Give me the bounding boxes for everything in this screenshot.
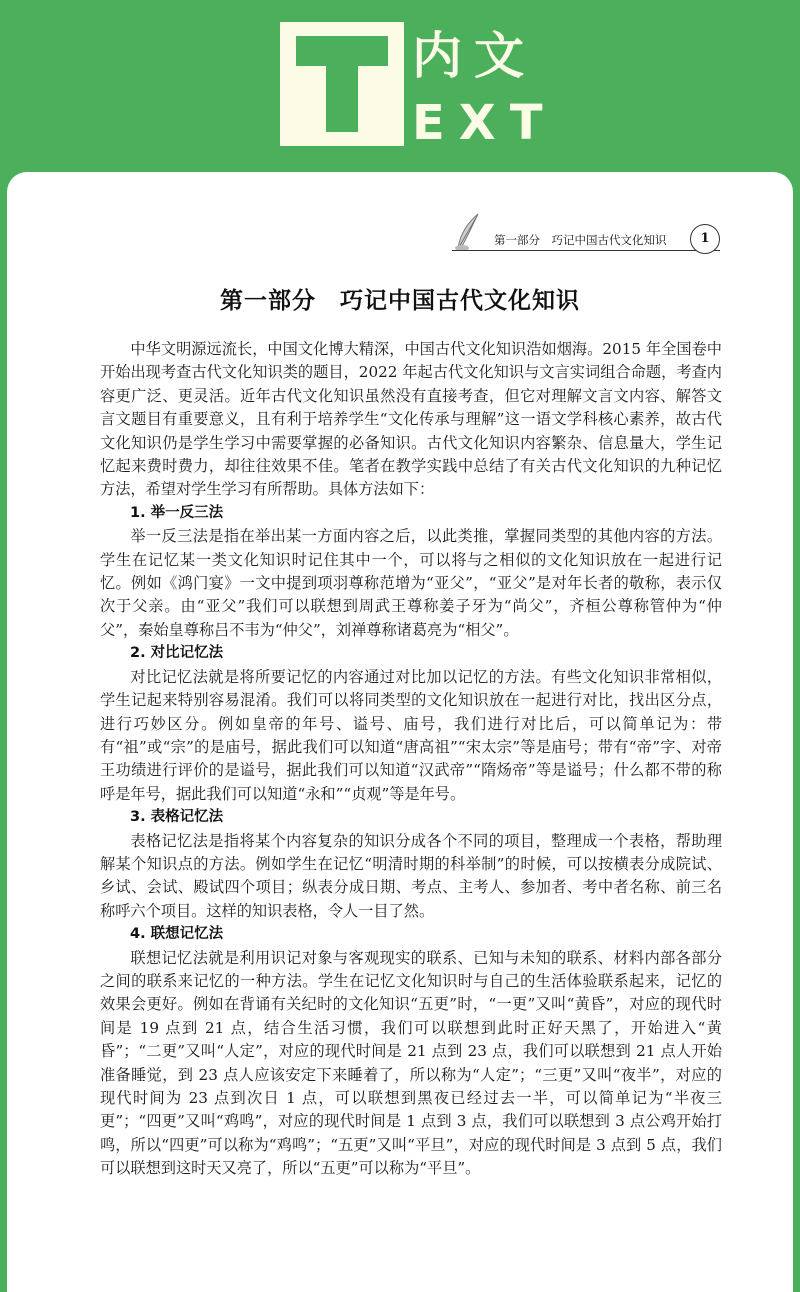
section-heading: 4. 联想记忆法 (130, 926, 224, 943)
section-heading: 2. 对比记忆法 (130, 645, 224, 662)
section-heading: 1. 举一反三法 (130, 504, 224, 521)
section-paragraph: 表格记忆法是指将某个内容复杂的知识分成各个不同的项目，整理成一个表格，帮助理解某个知识点的方法。例如学生在记忆“明清时期的科举制”的时候，可以按横表分成院试、乡试、会试、殿试四个项目；纵表分成日期、考点、主考人、参加者、考中者名称、前三名称呼六个项目。这样的知识表格，令人一目了然。 (100, 831, 722, 920)
banner (0, 0, 800, 180)
banner-label-en: EXT (412, 95, 557, 151)
page-number: 1 (690, 224, 720, 254)
banner-label-cn: 内文 (412, 27, 536, 85)
article-body (100, 338, 722, 1181)
section-paragraph: 联想记忆法就是利用识记对象与客观现实的联系、已知与未知的联系、材料内部各部分之间的联系来记忆的一种方法。学生在记忆文化知识时与自己的生活体验联系起来，记忆的效果会更好。例如在背诵有关纪时的文化知识“五更”时，“一更”又叫“黄昏”，对应的现代时间是 19 点到 21 点，结合生活习惯，我们可以联想到此时正好天黑了，开始进入“黄昏”；“二更”又叫“人定”，对应的现代时间是 21 点到 23 点，我们可以联想到 21 点人开始准备睡觉，到 23 点人应该安定下来睡着了，所以称为“人定”；“三更”又叫“夜半”，对应的现代时间为 23 点到次日 1 点，可以联想到黑夜已经过去一半，可以简单记为“半夜三更”；“四更”又叫“鸡鸣”，对应的现代时间是 1 点到 3 点，我们可以联想到 3 点公鸡开始打鸣，所以“四更”可以称为“鸡鸣”；“五更”又叫“平旦”，对应的现代时间是 3 点到 5 点，我们可以联想到这时天又亮了，所以“五更”可以称为“平旦”。 (100, 948, 722, 1178)
running-title: 第一部分 巧记中国古代文化知识 (494, 233, 667, 247)
section-heading: 3. 表格记忆法 (130, 809, 224, 826)
intro-paragraph: 中华文明源远流长，中国文化博大精深，中国古代文化知识浩如烟海。2015 年全国卷中开始出现考查古代文化知识类的题目，2022 年起古代文化知识与文言实词组合命题，考查内容更广泛、更灵活。近年古代文化知识虽然没有直接考查，但它对理解文言文内容、解答文言文题目有重要意义，且有利于培养学生“文化传承与理解”这一语文学科核心素养，故古代文化知识仍是学生学习中需要掌握的必备知识。古代文化知识内容繁杂、信息量大，学生记忆起来费时费力，却往往效果不佳。笔者在教学实践中总结了有关古代文化知识的九种记忆方法，希望对学生学习有所帮助。具体方法如下： (100, 340, 722, 499)
running-header (450, 212, 725, 256)
logo-t-icon (280, 22, 404, 146)
header-rule (452, 250, 720, 251)
section-paragraph: 举一反三法是指在举出某一方面内容之后，以此类推，掌握同类型的其他内容的方法。学生在记忆某一类文化知识时记住其中一个，可以将与之相似的文化知识放在一起进行记忆。例如《鸿门宴》一文中提到项羽尊称范增为“亚父”，“亚父”是对年长者的敬称，表示仅次于父亲。由“亚父”我们可以联想到周武王尊称姜子牙为“尚父”，齐桓公尊称管仲为“仲父”，秦始皇尊称吕不韦为“仲父”，刘禅尊称诸葛亮为“相父”。 (100, 527, 722, 639)
quill-pen-icon (450, 212, 490, 252)
page-title: 第一部分 巧记中国古代文化知识 (220, 288, 580, 314)
section-paragraph: 对比记忆法就是将所要记忆的内容通过对比加以记忆的方法。有些文化知识非常相似，学生记起来特别容易混淆。我们可以将同类型的文化知识放在一起进行对比，找出区分点，进行巧妙区分。例如皇帝的年号、谥号、庙号，我们进行对比后，可以简单记为：带有“祖”或“宗”的是庙号，据此我们可以知道“唐高祖”“宋太宗”等是庙号；带有“帝”字、对帝王功绩进行评价的是谥号，据此我们可以知道“汉武帝”“隋炀帝”等是谥号；什么都不带的称呼是年号，据此我们可以知道“永和”“贞观”等是年号。 (100, 667, 722, 803)
